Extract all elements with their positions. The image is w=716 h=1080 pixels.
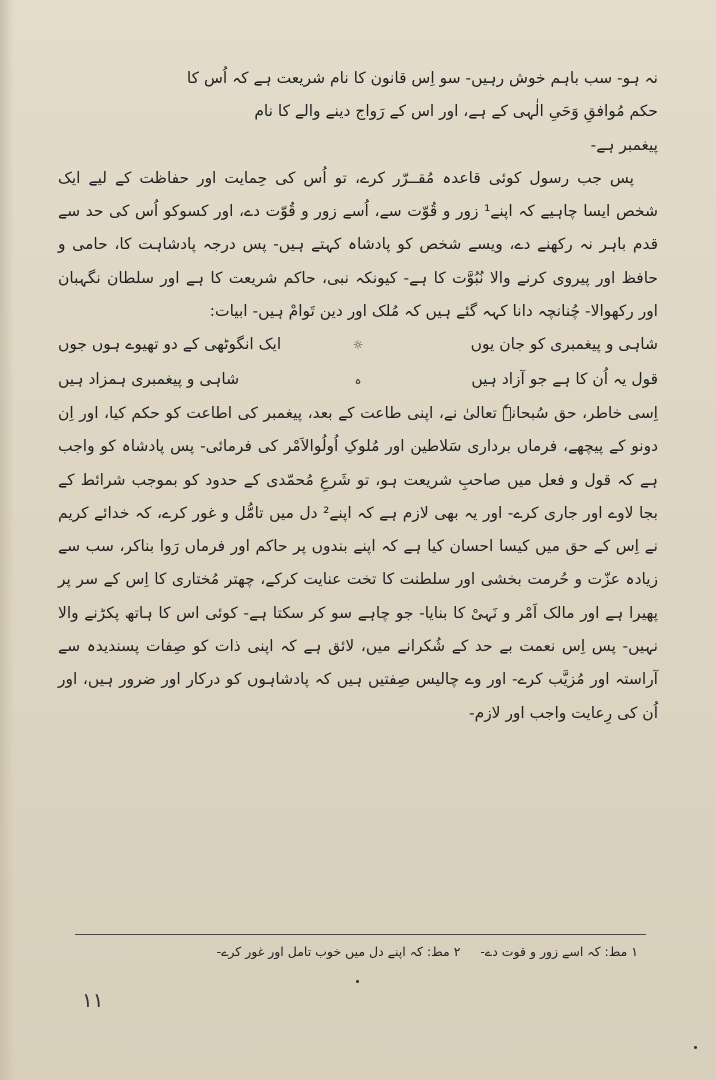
footnote-1: ۱ مط: کہ اسے زور و قوت دے-: [480, 944, 638, 959]
page-number: ۱۱: [82, 988, 104, 1012]
verse-separator-star: ☼: [352, 338, 364, 353]
verse-2: [58, 363, 658, 397]
verses: [58, 328, 658, 397]
opening-line-3: پیغمبر ہے-: [590, 135, 658, 154]
main-text-block: [58, 62, 658, 730]
verse-1-first-half: شاہی و پیغمبری کو جان یوں: [470, 335, 658, 354]
opening-line-1: نہ ہو- سب باہم خوش رہیں- سو اِس قانون کا نام شریعت ہے کہ اُس کا: [186, 69, 658, 87]
paragraph-2: پس جب رسول کوئی قاعدہ مُقــرّر کرے، تو اُس کی حِمایت اور حفاظت کے لیے ایک شخص ایسا چاہیے کہ اپنے¹ زور و قُوّت سے، اُسے زور و قُوّت دے، اور کسوکو اُس کی حد سے قدم باہر نہ رکھنے دے، ویسے شخص کو پادشاہ کہتے ہیں- پس درجہ پادشاہت کا، حامی و حافظ اور پیروی کرنے والا نُبُوَّت کا ہے- کیونکہ نبی، حاکم شریعت کا ہے اور سلطان نگہبان اور رکھوالا- چُنانچہ دانا کہہ گئے ہیں کہ مُلک اور دین تَوامْ ہیں- ابیات:: [58, 168, 658, 321]
print-speck: [694, 1046, 697, 1049]
paragraph-3: اِسی خاطر، حق سُبحانہٗ تعالیٰ نے، اپنی طاعت کے بعد، پیغمبر کی اطاعت کو حکم کیا، اور اِن دونو کے پیچھے، فرماں برداری سَلاطین اور مُلوکِ اُولُوالاَمْر کی فرمائی- پس پادشاہ کو واجب ہے کہ قول و فعل میں صاحبِ شریعت ہو، تو شَرعِ مُحمّدی کے حدود کو بموجب شرائط کے بجا لاوے اور جاری کرے- اور یہ بھی لازم ہے کہ اپنے² دل میں تامُّل و غور کرے، کہ خدائے کریم نے اِس کے حق میں کیسا احسان کیا ہے کہ اپنے بندوں پر حاکم اور فرماں رَوا بناکر، سب سے زیادہ عزّت و حُرمت بخشی اور سلطنت کا تخت عنایت کرکے، چھتر مُختاری کا اِس کے سر پر پھیرا ہے اور مالک اَمْر و نَہیْ کا بنایا- جو چاہے سو کر سکتا ہے- کوئی اس کا ہاتھ پکڑنے والا نہیں- پس اِس نعمت بے حد کے شُکرانے میں، لائق ہے کہ اپنی ذات کو صِفات پسندیدہ سے آراستہ اور مُزیَّب کرے- اور وے چالیس صِفتیں ہیں کہ پادشاہوں کو درکار اور ضرور ہیں، اور اُن کی رِعایت واجب اور لازم-: [58, 403, 658, 722]
verse-separator-circle: ہ: [354, 372, 362, 387]
verse-2-first-half: قول یہ اُن کا ہے جو آزاد ہیں: [471, 369, 658, 388]
footnote-divider: [75, 934, 646, 935]
footnotes: [90, 942, 638, 962]
verse-1-second-half: ایک انگوٹھی کے دو تھیوے ہوں جوں: [58, 335, 282, 354]
verse-2-second-half: شاہی و پیغمبری ہمزاد ہیں: [58, 369, 240, 388]
opening-line-2: حکم مُوافقِ وَحَیِ الٰہی کے ہے، اور اس کے رَواج دینے والے کا نام: [254, 102, 658, 121]
verse-1: [58, 328, 658, 362]
page-edge-shadow: [0, 0, 14, 1080]
footnote-2: ۲ مط: کہ اپنے دل میں خوب تامل اور غور کرے-: [216, 944, 461, 959]
print-speck: [356, 980, 359, 983]
